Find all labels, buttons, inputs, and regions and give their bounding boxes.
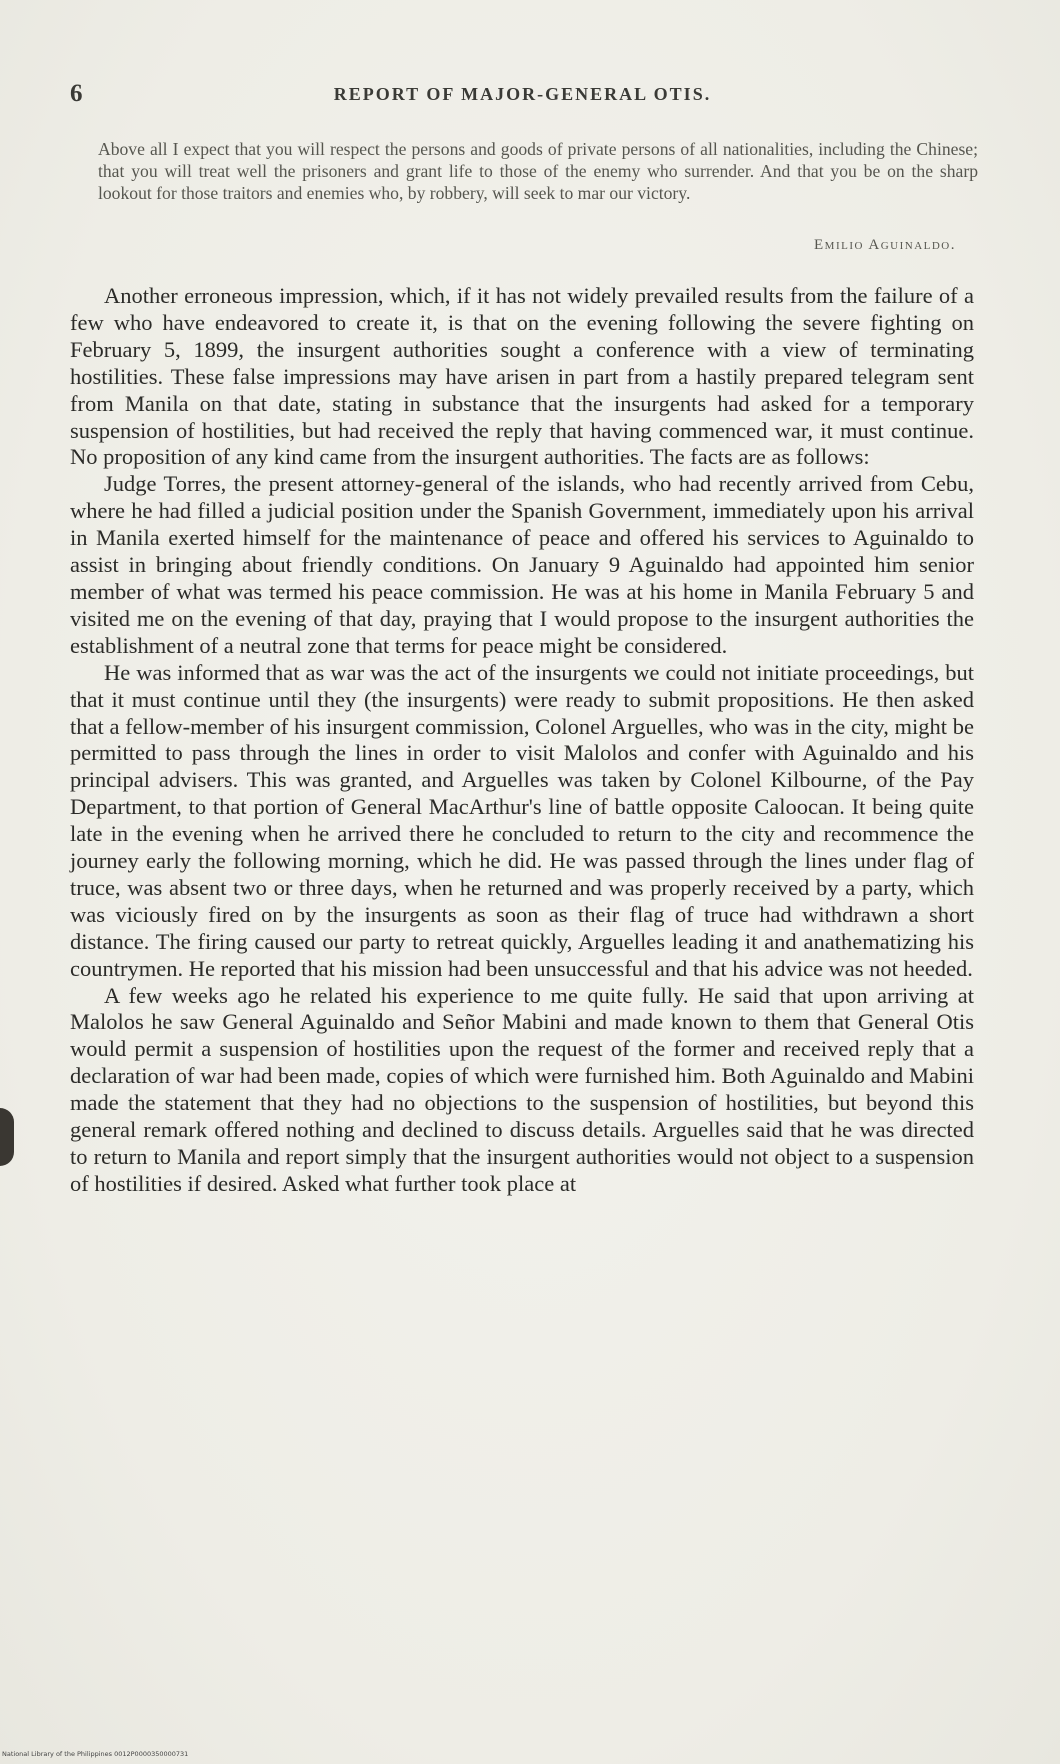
paragraph: Judge Torres, the present attorney-general of the islands, who had recently arrived from Cebu, where he had filled a judicial position under the Spanish Government, immediately upon his arrival in Manila exerted himself for the maintenance of peace and offered his services to Aguinaldo to assist in bringing about friendly conditions. On January 9 Aguinaldo had appointed him senior member of what was termed his peace commission. He was at his home in Manila February 5 and visited me on the evening of that day, praying that I would propose to the insurgent authorities the establishment of a neutral zone that terms for peace might be considered. <box>70 471 974 658</box>
paragraph: A few weeks ago he related his experience to me quite fully. He said that upon arriving at Malolos he saw General Aguinaldo and Señor Mabini and made known to them that General Otis would permit a suspension of hostilities upon the request of the former and received reply that a declaration of war had been made, copies of which were furnished him. Both Aguinaldo and Mabini made the statement that they had no objections to the suspension of hostilities, but beyond this general remark offered nothing and declined to discuss details. Arguelles said that he was directed to return to Manila and report simply that the insurgent authorities would not object to a suspension of hostilities if desired. Asked what further took place at <box>70 982 974 1196</box>
quoted-proclamation <box>98 138 978 204</box>
paragraph: He was informed that as war was the act of the insurgents we could not initiate proceedings, but that it must continue until they (the insurgents) were ready to submit propositions. He then asked that a fellow-member of his insurgent commission, Colonel Arguelles, who was in the city, might be permitted to pass through the lines in order to visit Malolos and confer with Aguinaldo and his principal advisers. This was granted, and Arguelles was taken by Colonel Kilbourne, of the Pay Department, to that portion of General MacArthur's line of battle opposite Caloocan. It being quite late in the evening when he arrived there he concluded to return to the city and recommence the journey early the following morning, which he did. He was passed through the lines under flag of truce, was absent two or three days, when he returned and was properly received by a party, which was viciously fired on by the insurgents as soon as their flag of truce had withdrawn a short distance. The firing caused our party to retreat quickly, Arguelles leading it and anathematizing his countrymen. He reported that his mission had been unsuccessful and that his advice was not heeded. <box>70 659 974 981</box>
quote-signature: Emilio Aguinaldo. <box>814 237 956 253</box>
page-number: 6 <box>70 80 83 107</box>
paragraph: Another erroneous impression, which, if it has not widely prevailed results from the failure of a few who have endeavored to create it, is that on the evening following the severe fighting on February 5, 1899, the insurgent authorities sought a conference with a view of terminating hostilities. These false impressions may have arisen in part from a hastily prepared telegram sent from Manila on that date, stating in substance that the insurgents had asked for a temporary suspension of hostilities, but had received the reply that having commenced war, it must continue. No proposition of any kind came from the insurgent authorities. The facts are as follows: <box>70 283 974 470</box>
running-head: REPORT OF MAJOR-GENERAL OTIS. <box>333 84 712 104</box>
scan-footer: National Library of the Philippines 0012P0000350000731 <box>2 1750 189 1758</box>
page-header <box>70 80 975 110</box>
body-text <box>70 283 974 1198</box>
binding-clip-shadow <box>0 1108 14 1166</box>
quote-text: Above all I expect that you will respect the persons and goods of private persons of all nationalities, including the Chinese; that you will treat well the prisoners and grant life to those of the enemy who surrender. And that you be on the sharp lookout for those traitors and enemies who, by robbery, will seek to mar our victory. <box>98 139 978 203</box>
